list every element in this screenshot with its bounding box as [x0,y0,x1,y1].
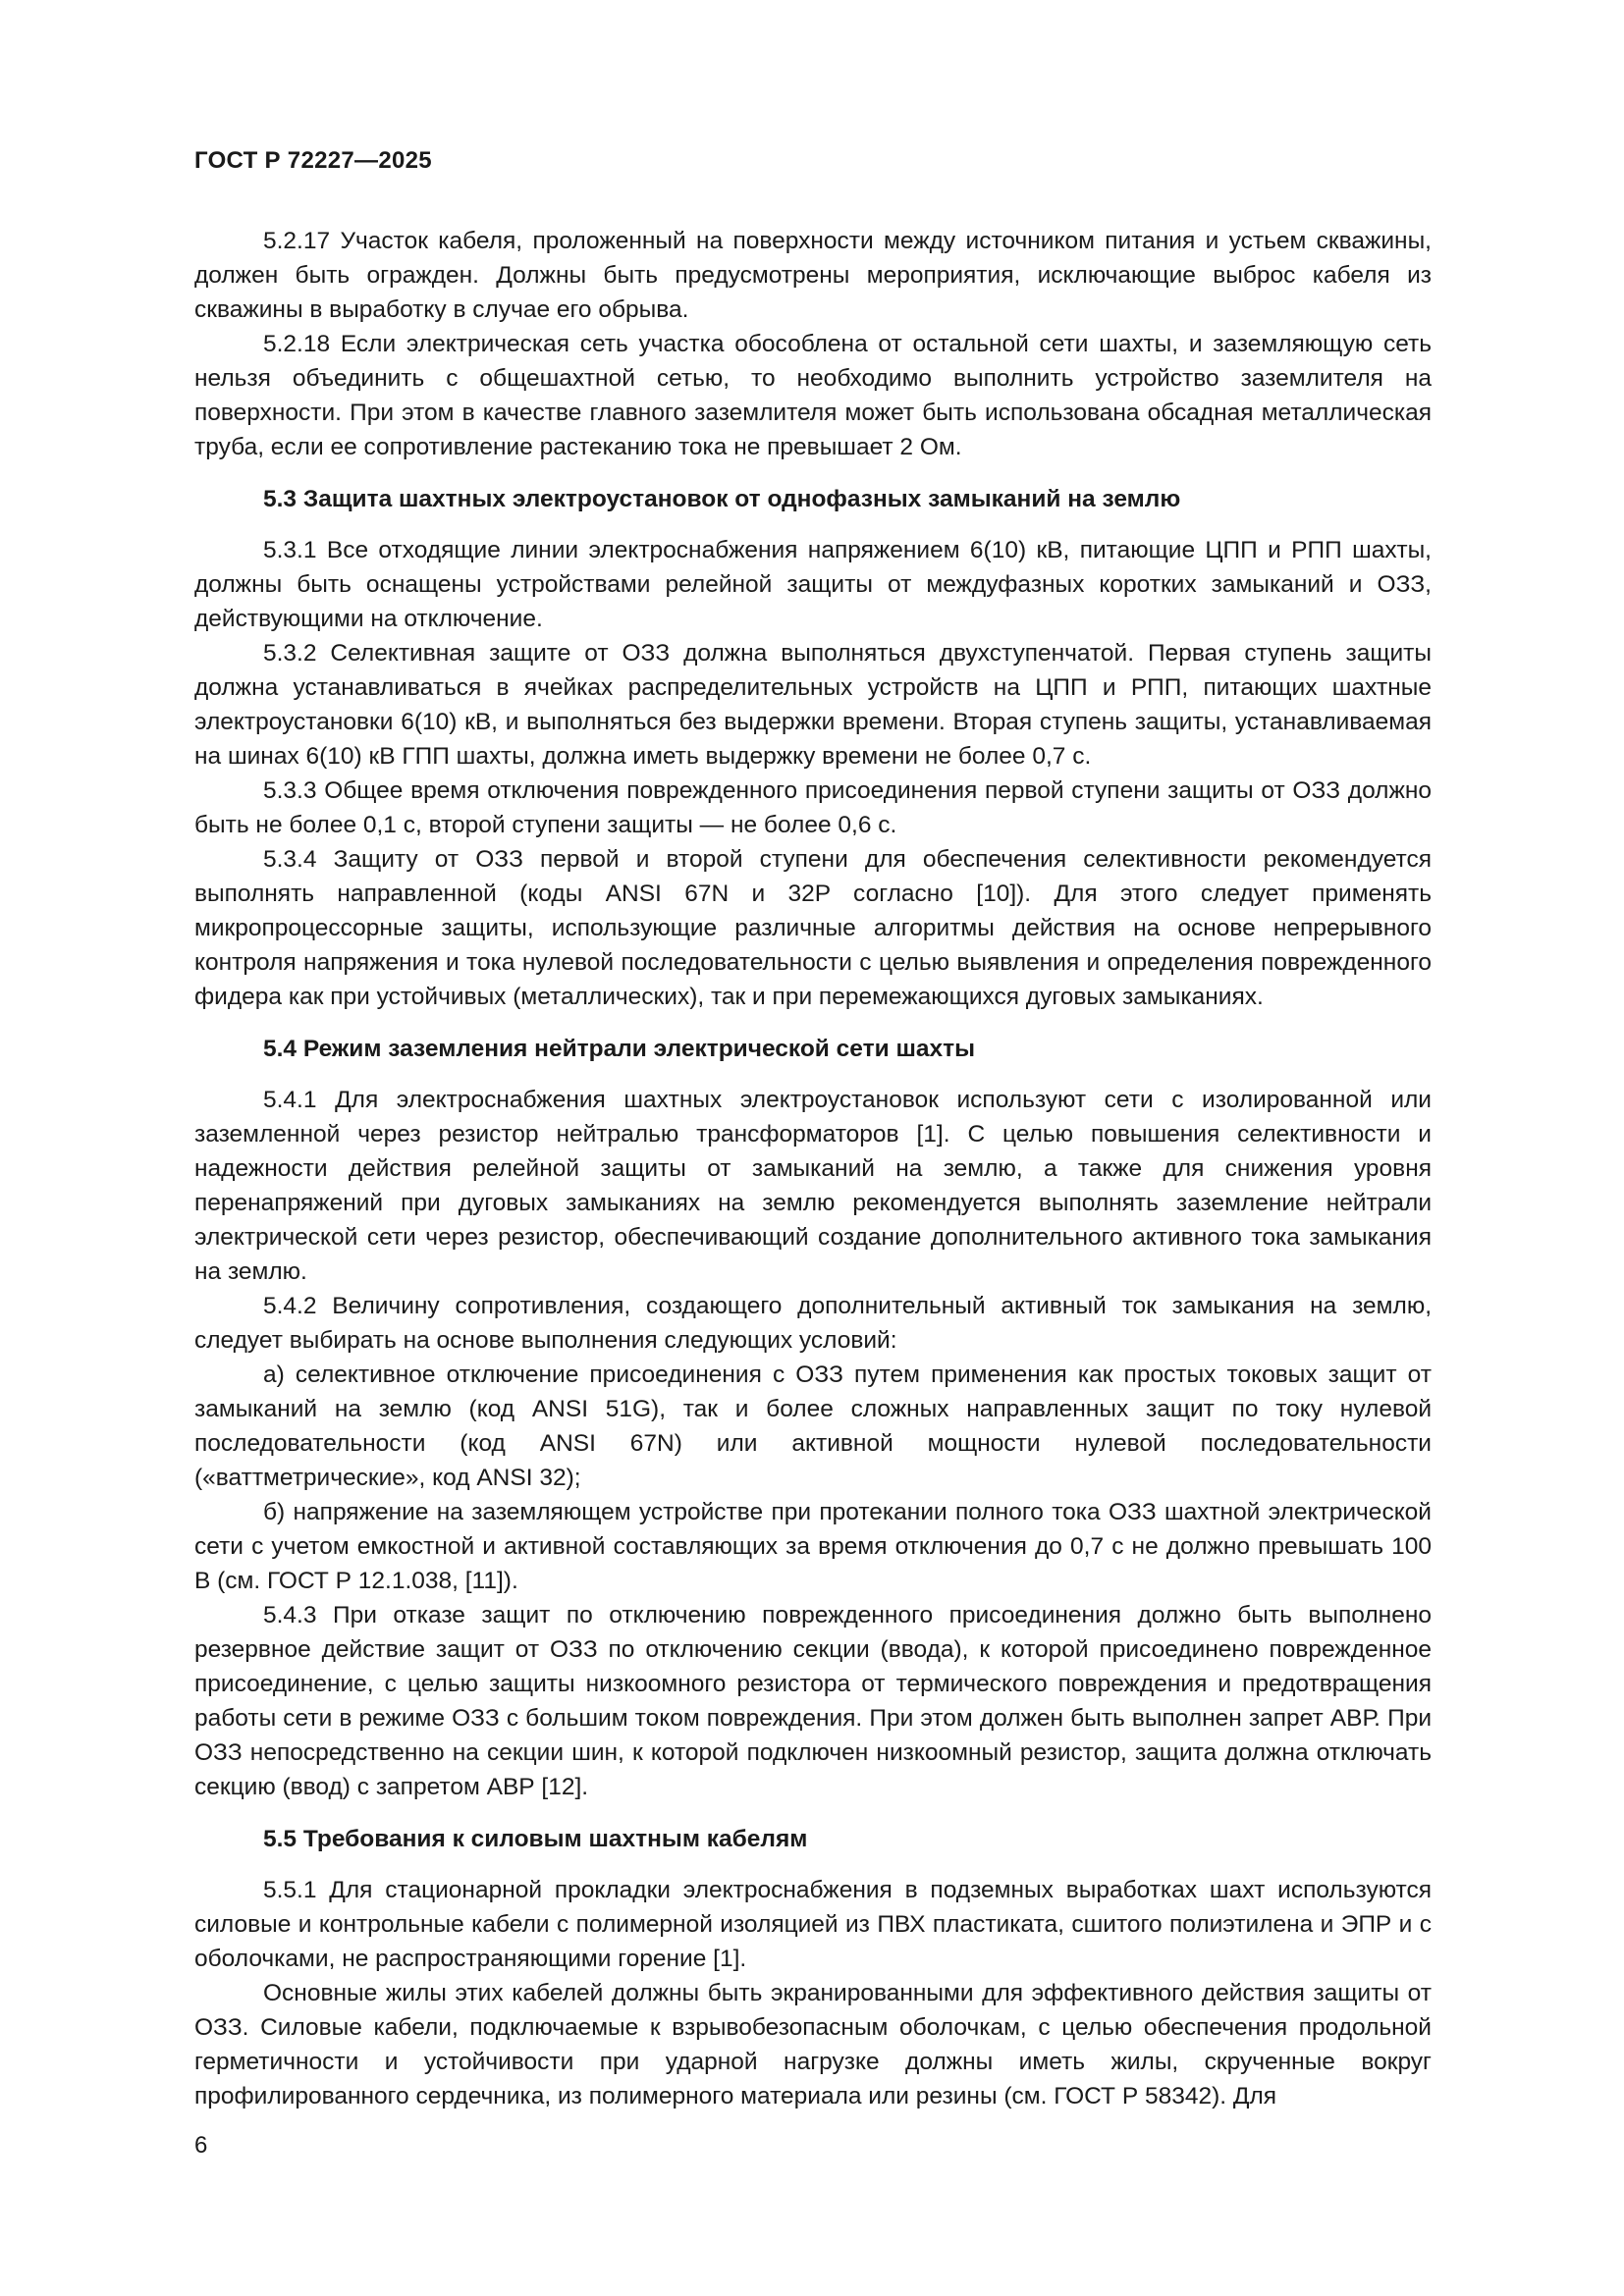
section-heading-5-3: 5.3 Защита шахтных электроустановок от однофазных замыканий на землю [263,486,1181,512]
paragraph-5-4-2: 5.4.2 Величину сопротивления, создающего дополнительный активный ток замыкания на землю, следует выбирать на основе выполнения следующих условий: [194,1293,1432,1354]
list-item-5-4-2-a: а) селективное отключение присоединения с ОЗЗ путем применения как простых токовых защит от замыканий на землю (код ANSI 51G), так и более сложных направленных защит по току нулевой последовательности (код ANSI 67N) или активной мощности нулевой последовательности («ваттметрические», код ANSI 32); [194,1362,1432,1491]
section-heading-5-5: 5.5 Требования к силовым шахтным кабелям [263,1826,808,1852]
paragraph-5-3-2: 5.3.2 Селективная защите от ОЗЗ должна выполняться двухступенчатой. Первая ступень защиты должна устанавливаться в ячейках распределительных устройств на ЦПП и РПП, питающих шахтные электроустановки 6(10) кВ, и выполняться без выдержки времени. Вторая ступень защиты, устанавливаемая на шинах 6(10) кВ ГПП шахты, должна иметь выдержку времени не более 0,7 с. [194,640,1432,770]
paragraph-5-5-1: 5.5.1 Для стационарной прокладки электроснабжения в подземных выработках шахт используются силовые и контрольные кабели с полимерной изоляцией из ПВХ пластиката, сшитого полиэтилена и ЭПР и с оболочками, не распространяющими горение [1]. [194,1877,1432,1972]
document-body [194,224,1432,2113]
document-code-header: ГОСТ Р 72227—2025 [194,147,432,174]
paragraph-5-2-18: 5.2.18 Если электрическая сеть участка обособлена от остальной сети шахты, и заземляющую сеть нельзя объединить с общешахтной сетью, то необходимо выполнить устройство заземлителя на поверхности. При этом в качестве главного заземлителя может быть использована обсадная металлическая труба, если ее сопротивление растеканию тока не превышает 2 Ом. [194,331,1432,460]
paragraph-5-5-1-continued: Основные жилы этих кабелей должны быть экранированными для эффективного действия защиты от ОЗЗ. Силовые кабели, подключаемые к взрывобезопасным оболочкам, с целью обеспечения продольной герметичности и устойчивости при ударной нагрузке должны иметь жилы, скрученные вокруг профилированного сердечника, из полимерного материала или резины (см. ГОСТ Р 58342). Для [194,1980,1432,2109]
paragraph-5-2-17: 5.2.17 Участок кабеля, проложенный на поверхности между источником питания и устьем скважины, должен быть огражден. Должны быть предусмотрены мероприятия, исключающие выброс кабеля из скважины в выработку в случае его обрыва. [194,228,1432,323]
paragraph-5-3-1: 5.3.1 Все отходящие линии электроснабжения напряжением 6(10) кВ, питающие ЦПП и РПП шахты, должны быть оснащены устройствами релейной защиты от междуфазных коротких замыканий и ОЗЗ, действующими на отключение. [194,537,1432,632]
page-number: 6 [194,2132,208,2159]
paragraph-5-4-3: 5.4.3 При отказе защит по отключению поврежденного присоединения должно быть выполнено резервное действие защит от ОЗЗ по отключению секции (ввода), к которой присоединено поврежденное присоединение, с целью защиты низкоомного резистора от термического повреждения и предотвращения работы сети в режиме ОЗЗ с большим током повреждения. При этом должен быть выполнен запрет АВР. При ОЗЗ непосредственно на секции шин, к которой подключен низкоомный резистор, защита должна отключать секцию (ввод) с запретом АВР [12]. [194,1602,1432,1800]
paragraph-5-3-3: 5.3.3 Общее время отключения поврежденного присоединения первой ступени защиты от ОЗЗ должно быть не более 0,1 с, второй ступени защиты — не более 0,6 с. [194,777,1432,838]
list-item-5-4-2-b: б) напряжение на заземляющем устройстве при протекании полного тока ОЗЗ шахтной электрической сети с учетом емкостной и активной составляющих за время отключения до 0,7 с не должно превышать 100 В (см. ГОСТ Р 12.1.038, [11]). [194,1499,1432,1594]
paragraph-5-4-1: 5.4.1 Для электроснабжения шахтных электроустановок используют сети с изолированной или заземленной через резистор нейтралью трансформаторов [1]. С целью повышения селективности и надежности действия релейной защиты от замыканий на землю, а также для снижения уровня перенапряжений при дуговых замыканиях на землю рекомендуется выполнять заземление нейтрали электрической сети через резистор, обеспечивающий создание дополнительного активного тока замыкания на землю. [194,1087,1432,1285]
section-heading-5-4: 5.4 Режим заземления нейтрали электрической сети шахты [263,1036,976,1062]
paragraph-5-3-4: 5.3.4 Защиту от ОЗЗ первой и второй ступени для обеспечения селективности рекомендуется выполнять направленной (коды ANSI 67N и 32P согласно [10]). Для этого следует применять микропроцессорные защиты, использующие различные алгоритмы действия на основе непрерывного контроля напряжения и тока нулевой последовательности с целью выявления и определения поврежденного фидера как при устойчивых (металлических), так и при перемежающихся дуговых замыканиях. [194,846,1432,1010]
